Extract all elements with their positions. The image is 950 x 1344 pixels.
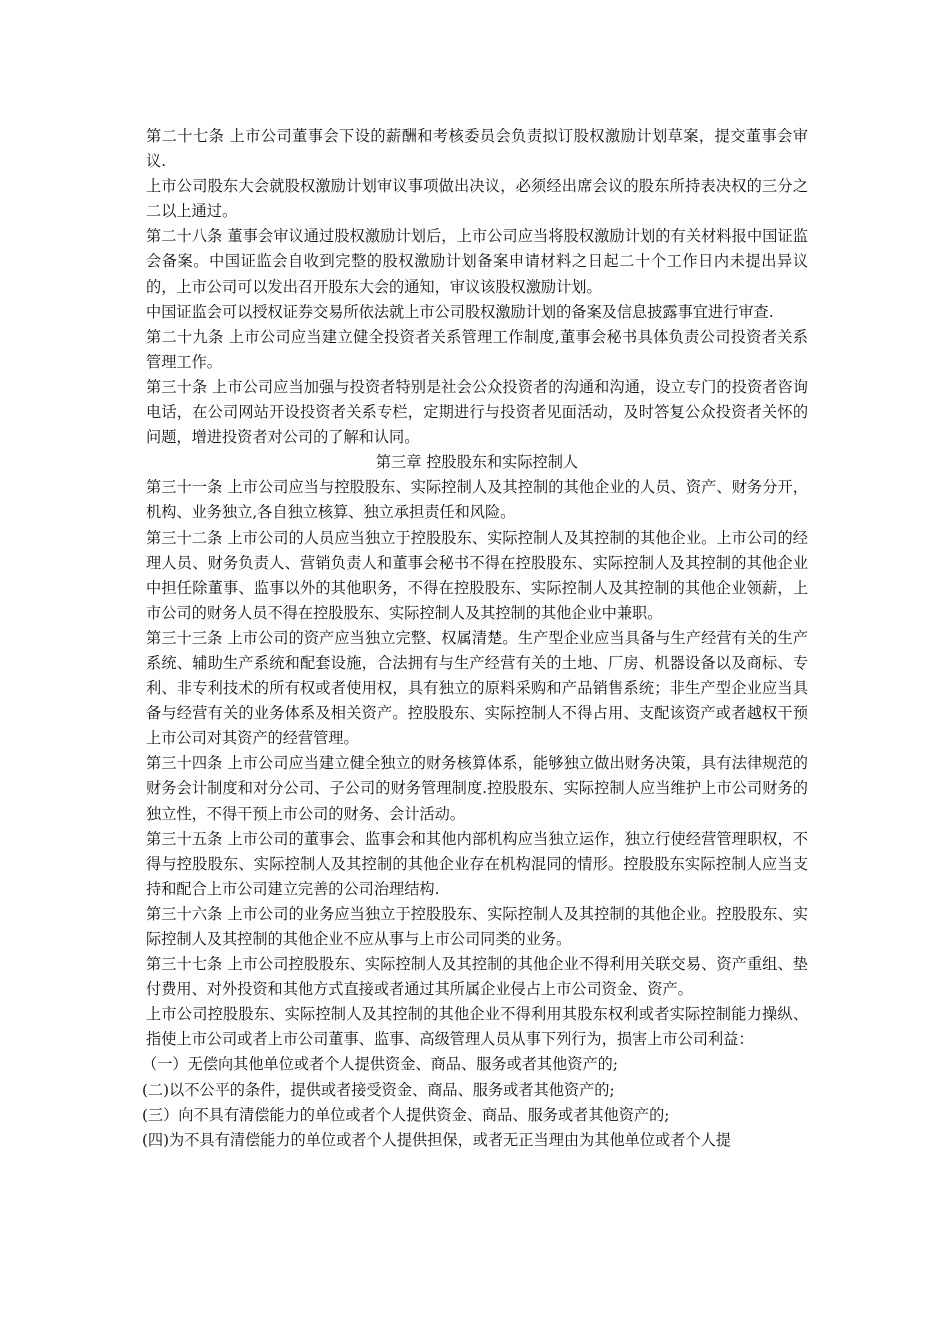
article-28: 第二十八条 董事会审议通过股权激励计划后，上市公司应当将股权激励计划的有关材料报中国证监会备案。中国证监会自收到完整的股权激励计划备案申请材料之日起二十个工作日内未提出异议的，上市公司可以发出召开股东大会的通知，审议该股权激励计划。: [146, 227, 808, 296]
list-item-1: （一）无偿向其他单位或者个人提供资金、商品、服务或者其他资产的;: [142, 1055, 618, 1074]
list-item-3: (三）向不具有清偿能力的单位或者个人提供资金、商品、服务或者其他资产的;: [142, 1105, 670, 1124]
article-35: 第三十五条 上市公司的董事会、监事会和其他内部机构应当独立运作，独立行使经营管理职权，不得与控股股东、实际控制人及其控制的其他企业存在机构混同的情形。控股股东实际控制人应当支持和配合上市公司建立完善的公司治理结构.: [146, 829, 808, 898]
article-30: 第三十条 上市公司应当加强与投资者特别是社会公众投资者的沟通和沟通，设立专门的投资者咨询电话，在公司网站开设投资者关系专栏，定期进行与投资者见面活动，及时答复公众投资者关怀的问题，增进投资者对公司的了解和认同。: [146, 377, 808, 447]
article-36: 第三十六条 上市公司的业务应当独立于控股股东、实际控制人及其控制的其他企业。控股股东、实际控制人及其控制的其他企业不应从事与上市公司同类的业务。: [146, 904, 808, 948]
article-33: 第三十三条 上市公司的资产应当独立完整、权属清楚。生产型企业应当具备与生产经营有关的生产系统、辅助生产系统和配套设施，合法拥有与生产经营有关的土地、厂房、机器设备以及商标、专利、非专利技术的所有权或者使用权，具有独立的原料采购和产品销售系统；非生产型企业应当具备与经营有关的业务体系及相关资产。控股股东、实际控制人不得占用、支配该资产或者越权干预上市公司对其资产的经营管理。: [146, 628, 808, 748]
article-32: 第三十二条 上市公司的人员应当独立于控股股东、实际控制人及其控制的其他企业。上市公司的经理人员、财务负责人、营销负责人和董事会秘书不得在控股股东、实际控制人及其控制的其他企业中担任除董事、监事以外的其他职务，不得在控股股东、实际控制人及其控制的其他企业领薪，上市公司的财务人员不得在控股股东、实际控制人及其控制的其他企业中兼职。: [146, 528, 808, 622]
article-37-para-2: 上市公司控股股东、实际控制人及其控制的其他企业不得利用其股东权利或者实际控制能力操纵、指使上市公司或者上市公司董事、监事、高级管理人员从事下列行为，损害上市公司利益：: [146, 1005, 808, 1049]
article-37: 第三十七条 上市公司控股股东、实际控制人及其控制的其他企业不得利用关联交易、资产重组、垫付费用、对外投资和其他方式直接或者通过其所属企业侵占上市公司资金、资产。: [146, 955, 808, 999]
document-page: [142, 124, 808, 1153]
list-item-2: (二)以不公平的条件，提供或者接受资金、商品、服务或者其他资产的;: [142, 1080, 615, 1099]
article-34: 第三十四条 上市公司应当建立健全独立的财务核算体系，能够独立做出财务决策，具有法律规范的财务会计制度和对分公司、子公司的财务管理制度.控股股东、实际控制人应当维护上市公司财务的独立性，不得干预上市公司的财务、会计活动。: [146, 754, 808, 823]
article-27: 第二十七条 上市公司董事会下设的薪酬和考核委员会负责拟订股权激励计划草案，提交董事会审议.: [146, 127, 808, 171]
article-27-para-2: 上市公司股东大会就股权激励计划审议事项做出决议，必须经出席会议的股东所持表决权的三分之二以上通过。: [146, 177, 808, 221]
chapter-title: 第三章 控股股东和实际控制人: [375, 453, 579, 472]
article-29: 第二十九条 上市公司应当建立健全投资者关系管理工作制度,董事会秘书具体负责公司投资者关系管理工作。: [146, 327, 808, 371]
article-28-para-2: 中国证监会可以授权证券交易所依法就上市公司股权激励计划的备案及信息披露事宜进行审查.: [146, 302, 774, 321]
article-31: 第三十一条 上市公司应当与控股股东、实际控制人及其控制的其他企业的人员、资产、财务分开，机构、业务独立,各自独立核算、独立承担责任和风险。: [146, 478, 808, 522]
list-item-4: (四)为不具有清偿能力的单位或者个人提供担保，或者无正当理由为其他单位或者个人提: [142, 1130, 731, 1149]
